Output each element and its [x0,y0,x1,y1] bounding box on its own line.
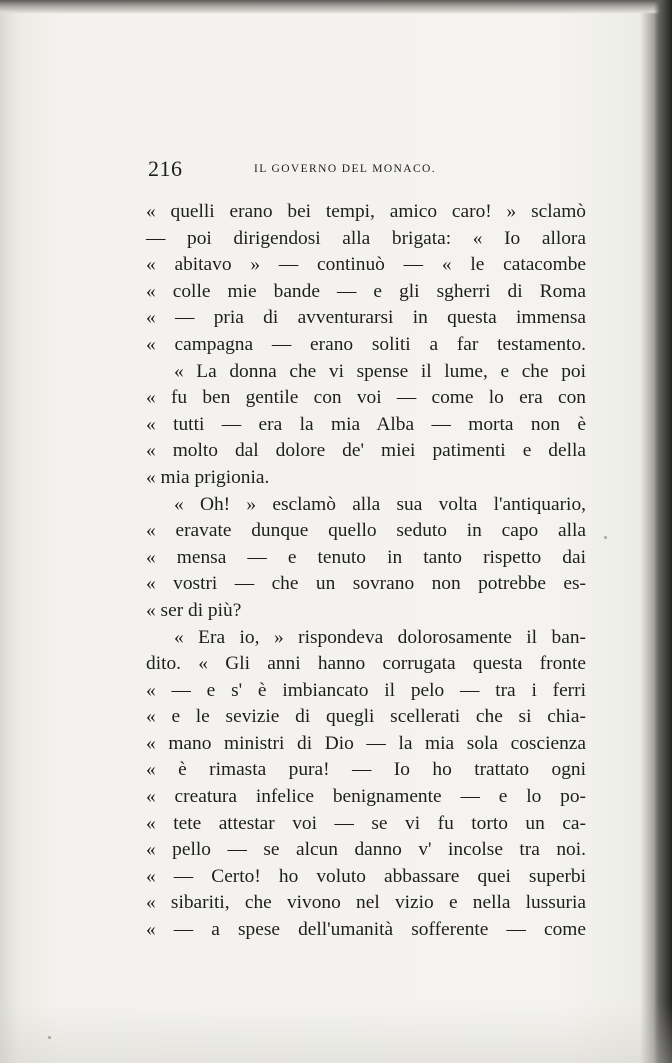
text-line: « campagna — erano soliti a far testamento. [146,333,586,355]
text-line: « creatura infelice benignamente — e lo po- [146,786,586,808]
text-line: « sibariti, che vivono nel vizio e nella lussuria [146,892,586,914]
text-line: « vostri — che un sovrano non potrebbe es- [146,573,586,595]
text-line: « tutti — era la mia Alba — morta non è [146,413,586,435]
text-line: « pello — se alcun danno v' incolse tra noi. [146,839,586,861]
paper-speck [604,536,607,539]
text-line: « mano ministri di Dio — la mia sola coscienza [146,732,586,754]
text-line: — poi dirigendosi alla brigata: « Io allora [146,227,586,249]
text-line: « e le sevizie di quegli scellerati che si chia- [146,706,586,728]
text-line: « mensa — e tenuto in tanto rispetto dai [146,546,586,568]
text-line: « ser di più? [146,599,242,621]
page-top-edge [0,0,672,14]
text-line: « molto dal dolore de' miei patimenti e della [146,440,586,462]
text-line: dito. « Gli anni hanno corrugata questa fronte [146,653,586,675]
text-line: « — pria di avventurarsi in questa immensa [146,307,586,329]
page-number: 216 [148,156,183,181]
text-line: « eravate dunque quello seduto in capo alla [146,520,586,542]
body-text [146,199,586,944]
text-line: « quelli erano bei tempi, amico caro! » sclamò [146,201,586,222]
running-header [148,156,588,186]
text-line: « colle mie bande — e gli sgherri di Roma [146,280,586,302]
page-binding-shadow [654,0,672,1063]
page-bottom-shade [0,1003,672,1063]
text-line: « La donna che vi spense il lume, e che poi [174,360,586,382]
text-line: « mia prigionia. [146,466,270,488]
text-line: « — e s' è imbiancato il pelo — tra i ferri [146,679,586,701]
text-line: « è rimasta pura! — Io ho trattato ogni [146,759,586,781]
running-title: IL GOVERNO DEL MONACO. [254,163,436,175]
text-line: « fu ben gentile con voi — come lo era con [146,387,586,409]
text-line: « — Certo! ho voluto abbassare quei superbi [146,865,586,887]
text-line: « Oh! » esclamò alla sua volta l'antiquario, [174,493,586,515]
text-line: « Era io, » rispondeva dolorosamente il ban- [174,626,586,648]
text-line: « — a spese dell'umanità sofferente — come [146,919,586,941]
text-line: « tete attestar voi — se vi fu torto un ca- [146,812,586,834]
text-line: « abitavo » — continuò — « le catacombe [146,254,586,276]
paper-speck [48,1036,51,1039]
